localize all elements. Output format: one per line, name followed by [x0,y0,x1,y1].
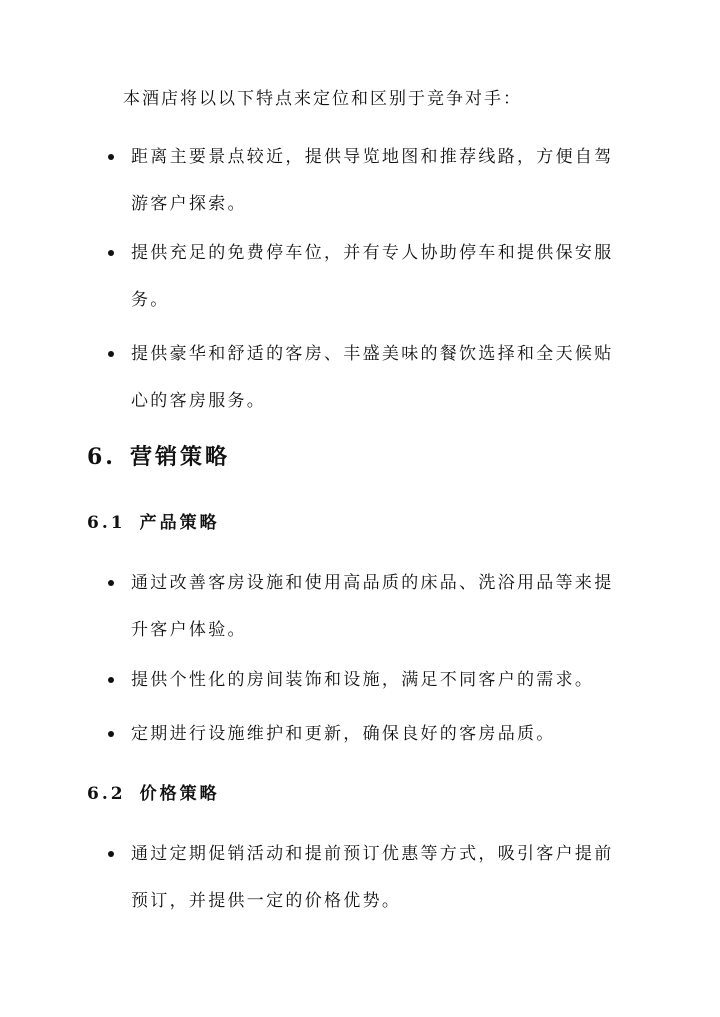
bullet-text: 提供充足的免费停车位，并有专人协助停车和提供保安服务。 [131,243,614,310]
subsection-heading [87,781,220,807]
subsection-title: 产品策略 [139,513,220,533]
bullet-dot [108,351,114,357]
bullet-dot [108,731,114,737]
bullet-dot [108,851,114,857]
subsection-heading [87,510,220,536]
bullet-text: 通过改善客房设施和使用高品质的床品、洗浴用品等来提升客户体验。 [131,573,614,640]
bullet-text: 提供豪华和舒适的客房、丰盛美味的餐饮选择和全天候贴心的客房服务。 [131,344,614,411]
bullet-dot [108,250,114,256]
subsection-number: 6.1 [87,513,126,533]
subsection-title: 价格策略 [139,784,220,804]
section-number: 6. [87,444,116,470]
section-title: 营销策略 [129,444,230,470]
bullet-text: 提供个性化的房间装饰和设施，满足不同客户的需求。 [131,670,595,690]
bullet-dot [108,677,114,683]
intro-paragraph: 本酒店将以以下特点来定位和区别于竞争对手： [123,89,522,109]
bullet-text: 距离主要景点较近，提供导览地图和推荐线路，方便自驾游客户探索。 [131,147,614,214]
bullet-dot [108,154,114,160]
bullet-text: 定期进行设施维护和更新，确保良好的客房品质。 [131,724,556,744]
bullet-text: 通过定期促销活动和提前预订优惠等方式，吸引客户提前预订，并提供一定的价格优势。 [131,844,614,911]
bullet-dot [108,580,114,586]
section-heading [87,440,230,474]
subsection-number: 6.2 [87,784,126,804]
